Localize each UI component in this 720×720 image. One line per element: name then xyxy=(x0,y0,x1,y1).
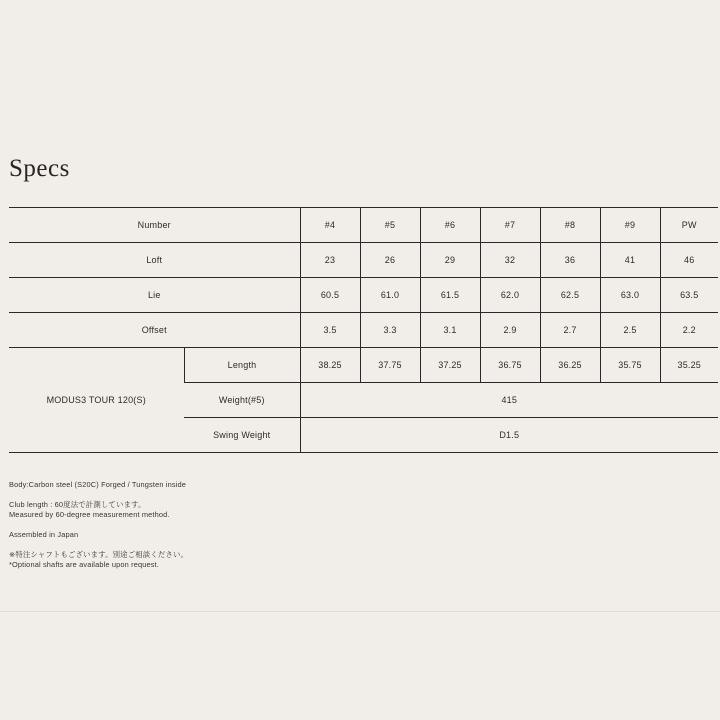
table-cell: 35.75 xyxy=(600,348,660,383)
table-cell: 3.1 xyxy=(420,313,480,348)
table-cell: 36.25 xyxy=(540,348,600,383)
header-cell: #4 xyxy=(300,208,360,243)
table-cell: 61.5 xyxy=(420,278,480,313)
row-label: Weight(#5) xyxy=(184,383,300,418)
spec-notes xyxy=(9,480,188,580)
table-cell: 2.5 xyxy=(600,313,660,348)
table-row-offset xyxy=(9,313,718,348)
row-label: Offset xyxy=(9,313,300,348)
table-cell: 60.5 xyxy=(300,278,360,313)
table-cell: 2.7 xyxy=(540,313,600,348)
table-cell: 62.5 xyxy=(540,278,600,313)
table-cell: 3.5 xyxy=(300,313,360,348)
page-title: Specs xyxy=(9,155,70,182)
assembled-text: Assembled in Japan xyxy=(9,530,79,539)
assembled-note xyxy=(9,530,188,540)
header-label: Number xyxy=(9,208,300,243)
optional-en-text: *Optional shafts are available upon request. xyxy=(9,560,159,569)
specs-table xyxy=(9,207,718,453)
table-row-length xyxy=(9,348,718,383)
divider xyxy=(0,611,720,612)
table-cell: 36.75 xyxy=(480,348,540,383)
row-label: Swing Weight xyxy=(184,418,300,453)
row-label: Lie xyxy=(9,278,300,313)
table-header-row xyxy=(9,208,718,243)
table-cell: 38.25 xyxy=(300,348,360,383)
body-note xyxy=(9,480,188,490)
optional-shaft-note xyxy=(9,550,188,570)
table-cell: 35.25 xyxy=(660,348,718,383)
table-cell: 36 xyxy=(540,243,600,278)
table-cell: 46 xyxy=(660,243,718,278)
header-cell: #9 xyxy=(600,208,660,243)
table-cell: 2.2 xyxy=(660,313,718,348)
club-length-note xyxy=(9,500,188,520)
table-cell: D1.5 xyxy=(300,418,718,453)
table-row-lie xyxy=(9,278,718,313)
club-length-en-text: Measured by 60-degree measurement method. xyxy=(9,510,170,519)
table-cell: 37.75 xyxy=(360,348,420,383)
row-label: Length xyxy=(184,348,300,383)
table-cell: 415 xyxy=(300,383,718,418)
optional-jp-text: ※特注シャフトもございます。別途ご相談ください。 xyxy=(9,550,189,559)
table-cell: 41 xyxy=(600,243,660,278)
row-label: Loft xyxy=(9,243,300,278)
table-cell: 61.0 xyxy=(360,278,420,313)
table-cell: 23 xyxy=(300,243,360,278)
header-cell: #7 xyxy=(480,208,540,243)
table-row-loft xyxy=(9,243,718,278)
table-cell: 63.0 xyxy=(600,278,660,313)
table-cell: 32 xyxy=(480,243,540,278)
table-cell: 37.25 xyxy=(420,348,480,383)
table-cell: 62.0 xyxy=(480,278,540,313)
header-cell: PW xyxy=(660,208,718,243)
table-cell: 3.3 xyxy=(360,313,420,348)
table-cell: 29 xyxy=(420,243,480,278)
body-material-text: Body:Carbon steel (S20C) Forged / Tungsten inside xyxy=(9,480,187,489)
club-length-jp-text: Club length : 60度法で計測しています。 xyxy=(9,500,146,509)
header-cell: #8 xyxy=(540,208,600,243)
table-cell: 2.9 xyxy=(480,313,540,348)
table-cell: 63.5 xyxy=(660,278,718,313)
table-cell: 26 xyxy=(360,243,420,278)
shaft-name: MODUS3 TOUR 120(S) xyxy=(9,348,184,453)
header-cell: #5 xyxy=(360,208,420,243)
header-cell: #6 xyxy=(420,208,480,243)
